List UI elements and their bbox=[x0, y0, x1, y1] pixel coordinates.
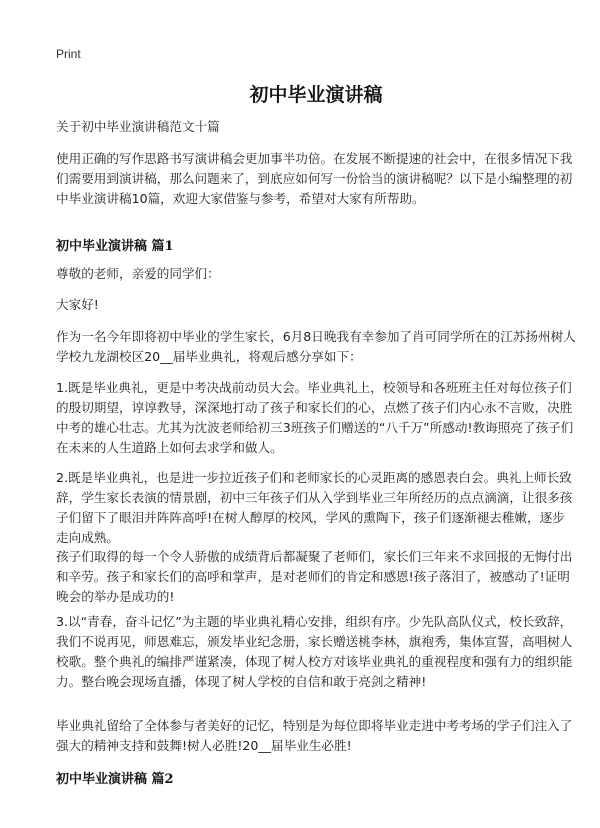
hello: 大家好! bbox=[56, 297, 99, 312]
paragraph-6: 毕业典礼留给了全体参与者美好的记忆，特别是为每位即将毕业走进中考考场的学子们注入了强大的精神支持和鼓舞!树人必胜!20__届毕业生必胜! bbox=[56, 718, 573, 753]
intro-paragraph: 使用正确的写作思路书写演讲稿会更加事半功倍。在发展不断提速的社会中，在很多情况下我们需要用到演讲稿，那么问题来了，到底应如何写一份恰当的演讲稿呢？以下是小编整理的初中毕业演讲稿10篇，欢迎大家借鉴与参考，希望对大家有所帮助。 bbox=[56, 151, 573, 206]
paragraph-1: 作为一名今年即将初中毕业的学生家长，6月8日晚我有幸参加了肖可同学所在的江苏扬州树人学校九龙湖校区20__届毕业典礼，将观后感分享如下： bbox=[56, 329, 576, 364]
subtitle: 关于初中毕业演讲稿范文十篇 bbox=[56, 119, 220, 134]
paragraph-5: 3.以“青春，奋斗记忆”为主题的毕业典礼精心安排，组织有序。少先队高队仪式，校长致辞，我们不说再见，师恩难忘，颁发毕业纪念册，家长赠送桃李林，旗袍秀，集体宣誓，高唱树人校歌。整个典礼的编排严谨紧凑，体现了树人校方对该毕业典礼的重视程度和强有力的组织能力。整台晚会现场直播，体现了树人学校的自信和敢于亮剑之精神! bbox=[56, 614, 573, 689]
print-link[interactable]: Print bbox=[56, 47, 81, 61]
page-title: 初中毕业演讲稿 bbox=[249, 84, 383, 106]
section-heading-2: 初中毕业演讲稿 篇2 bbox=[56, 772, 174, 787]
paragraph-3: 2.既是毕业典礼，也是进一步拉近孩子们和老师家长的心灵距离的感恩表白会。典礼上师长致辞，学生家长表演的情景剧，初中三年孩子们从入学到毕业三年所经历的点点滴滴，让很多孩子们留下了眼泪并阵阵高呼!在树人醇厚的校风，学风的熏陶下，孩子们逐渐褪去稚嫩，逐步走向成熟。 bbox=[56, 470, 573, 545]
section-heading-1: 初中毕业演讲稿 篇1 bbox=[56, 239, 174, 254]
greeting: 尊敬的老师，亲爱的同学们： bbox=[56, 266, 220, 281]
paragraph-4: 孩子们取得的每一个令人骄傲的成绩背后都凝聚了老师们，家长们三年来不求回报的无悔付出和辛劳。孩子和家长们的高呼和掌声，是对老师们的肯定和感恩!孩子落泪了，被感动了!证明晚会的举办是成功的! bbox=[56, 549, 573, 604]
paragraph-2: 1.既是毕业典礼，更是中考决战前动员大会。毕业典礼上，校领导和各班班主任对每位孩子们的殷切期望，谆谆教导，深深地打动了孩子和家长们的心，点燃了孩子们内心永不言败，决胜中考的雄心壮志。尤其为沈波老师给初三3班孩子们赠送的“八千万”所感动!教诲照亮了孩子们在未来的人生道路上如何去求学和做人。 bbox=[56, 380, 574, 455]
